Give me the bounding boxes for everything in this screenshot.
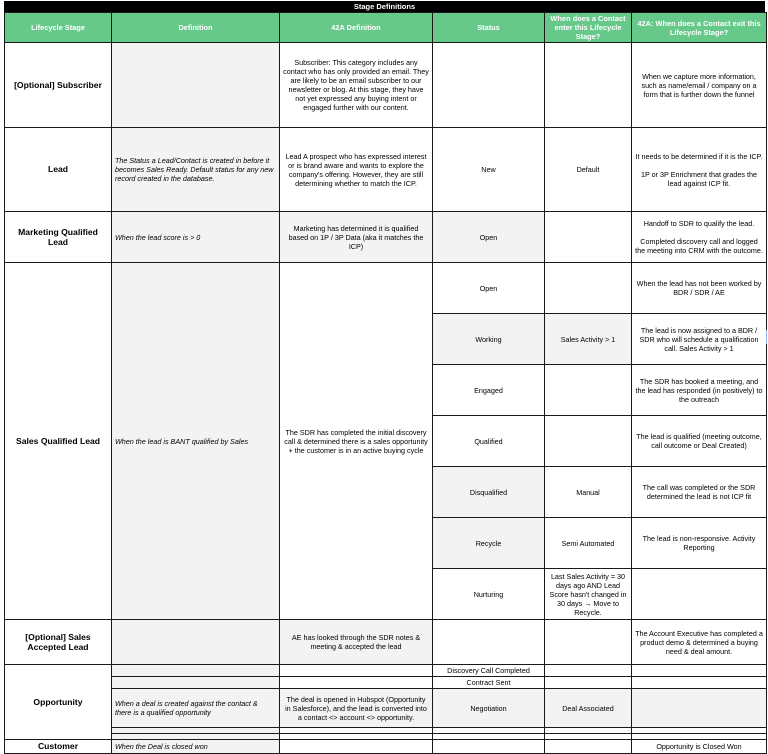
definition-cell[interactable] — [112, 43, 280, 128]
stage-cell-lead[interactable]: Lead — [5, 128, 112, 212]
status-cell[interactable]: Engaged — [433, 365, 545, 416]
col-header-stage[interactable]: Lifecycle Stage — [5, 13, 112, 43]
exit-cell[interactable]: The lead is now assigned to a BDR / SDR who will schedule a qualification call. Sales Activity > 1 — [632, 314, 767, 365]
enter-cell[interactable]: Last Sales Activity = 30 days ago AND Lead Score hasn't changed in 30 days → Move to Recycle. — [545, 569, 632, 620]
table-row — [5, 620, 767, 665]
table-row — [5, 212, 767, 263]
definition-cell[interactable]: When the lead is BANT qualified by Sales — [112, 263, 280, 620]
status-cell[interactable]: Recycle — [433, 518, 545, 569]
42a-definition-cell[interactable]: The deal is opened in Hubspot (Opportunity in Salesforce), and the lead is converted into a contact <> account <> opportunity. — [280, 689, 433, 728]
stage-cell-sql[interactable]: Sales Qualified Lead — [5, 263, 112, 620]
enter-cell[interactable]: Manual — [545, 467, 632, 518]
stage-cell-sal[interactable]: [Optional] Sales Accepted Lead — [5, 620, 112, 665]
status-cell[interactable]: Qualified — [433, 416, 545, 467]
definition-cell[interactable] — [112, 620, 280, 665]
exit-line: It needs to be determined if it is the ICP. — [635, 151, 763, 161]
header-row — [5, 13, 767, 43]
selection-edge-marker — [766, 330, 767, 344]
exit-line: 1P or 3P Enrichment that grades the lead against ICP fit. — [640, 169, 757, 188]
table-row — [5, 689, 767, 728]
stage-cell-subscriber[interactable]: [Optional] Subscriber — [5, 43, 112, 128]
enter-cell[interactable]: Sales Activity > 1 — [545, 314, 632, 365]
status-cell[interactable]: Open — [433, 212, 545, 263]
stage-definitions-table — [4, 12, 767, 754]
table-row — [5, 263, 767, 314]
enter-cell[interactable]: Deal Associated — [545, 689, 632, 728]
enter-cell[interactable] — [545, 263, 632, 314]
exit-cell[interactable]: The SDR has booked a meeting, and the lead has responded (in positively) to the outreach — [632, 365, 767, 416]
42a-definition-cell[interactable]: Marketing has determined it is qualified based on 1P / 3P Data (aka it matches the ICP) — [280, 212, 433, 263]
status-cell[interactable]: Contract Sent — [433, 677, 545, 689]
enter-cell[interactable] — [545, 43, 632, 128]
42a-definition-cell[interactable]: Subscriber: This category includes any contact who has only provided an email. They are likely to be an email subscriber to our newsletter or blog. At this stage, they have not yet expressed any buying intent or engaged further with our content. — [280, 43, 433, 128]
42a-definition-cell[interactable] — [280, 665, 433, 677]
enter-cell[interactable] — [545, 665, 632, 677]
42a-definition-cell[interactable]: AE has looked through the SDR notes & meeting & accepted the lead — [280, 620, 433, 665]
definition-cell[interactable]: When the lead score is > 0 — [112, 212, 280, 263]
enter-cell[interactable] — [545, 677, 632, 689]
enter-cell[interactable]: Semi Automated — [545, 518, 632, 569]
exit-cell[interactable]: The Account Executive has completed a product demo & determined a buying need & deal amount. — [632, 620, 767, 665]
col-header-definition[interactable]: Definition — [112, 13, 280, 43]
status-cell[interactable]: Open — [433, 263, 545, 314]
table-row — [5, 677, 767, 689]
definition-cell[interactable] — [112, 665, 280, 677]
stage-cell-customer[interactable]: Customer — [5, 740, 112, 754]
exit-cell[interactable] — [632, 677, 767, 689]
sheet-banner: Stage Definitions — [4, 1, 765, 12]
status-cell[interactable]: Discovery Call Completed — [433, 665, 545, 677]
42a-definition-cell[interactable]: Lead A prospect who has expressed interest or is brand aware and wants to explore the company's offering. However, they are still determining whether to match the ICP. — [280, 128, 433, 212]
status-cell[interactable]: Disqualified — [433, 467, 545, 518]
exit-cell[interactable] — [632, 128, 767, 212]
col-header-exit[interactable]: 42A: When does a Contact exit this Lifecycle Stage? — [632, 13, 767, 43]
status-cell[interactable]: Nurturing — [433, 569, 545, 620]
status-cell[interactable] — [433, 620, 545, 665]
status-cell[interactable]: Negotiation — [433, 689, 545, 728]
enter-cell[interactable] — [545, 620, 632, 665]
exit-line: Completed discovery call and logged the meeting into CRM with the outcome. — [635, 237, 763, 255]
exit-line: Handoff to SDR to qualify the lead. — [643, 219, 755, 228]
exit-cell[interactable]: When we capture more information, such as name/email / company on a form that is further down the funnel — [632, 43, 767, 128]
stage-cell-mql[interactable]: Marketing Qualified Lead — [5, 212, 112, 263]
status-cell[interactable]: New — [433, 128, 545, 212]
exit-cell[interactable]: The lead is non-responsive. Activity Reporting — [632, 518, 767, 569]
exit-cell[interactable]: The lead is qualified (meeting outcome, call outcome or Deal Created) — [632, 416, 767, 467]
exit-cell[interactable]: The call was completed or the SDR determined the lead is not ICP fit — [632, 467, 767, 518]
status-cell[interactable]: Working — [433, 314, 545, 365]
42a-definition-cell[interactable] — [280, 677, 433, 689]
status-cell[interactable] — [433, 43, 545, 128]
exit-cell[interactable]: When the lead has not been worked by BDR / SDR / AE — [632, 263, 767, 314]
table-row — [5, 665, 767, 677]
exit-cell[interactable] — [632, 569, 767, 620]
table-row — [5, 43, 767, 128]
enter-cell[interactable] — [545, 416, 632, 467]
enter-cell[interactable] — [545, 365, 632, 416]
col-header-enter[interactable]: When does a Contact enter this Lifecycle Stage? — [545, 13, 632, 43]
col-header-42a-definition[interactable]: 42A Definition — [280, 13, 433, 43]
42a-definition-cell[interactable]: The SDR has completed the initial discovery call & determined there is a sales opportunity + the customer is in an active buying cycle — [280, 263, 433, 620]
exit-cell[interactable] — [632, 665, 767, 677]
definition-cell[interactable]: When a deal is created against the contact & there is a qualified opportunity — [112, 689, 280, 728]
exit-cell[interactable]: Opportunity is Closed Won — [632, 740, 767, 754]
definition-cell[interactable]: The Status a Lead/Contact is created in before it becomes Sales Ready. Default status for any new record created in the database. — [112, 128, 280, 212]
enter-cell[interactable] — [545, 212, 632, 263]
exit-cell[interactable] — [632, 689, 767, 728]
definition-cell[interactable] — [112, 677, 280, 689]
definition-cell[interactable]: When the Deal is closed won — [112, 740, 280, 754]
stage-cell-opportunity[interactable]: Opportunity — [5, 665, 112, 740]
table-row — [5, 128, 767, 212]
enter-cell[interactable]: Default — [545, 128, 632, 212]
col-header-status[interactable]: Status — [433, 13, 545, 43]
exit-cell[interactable] — [632, 212, 767, 263]
